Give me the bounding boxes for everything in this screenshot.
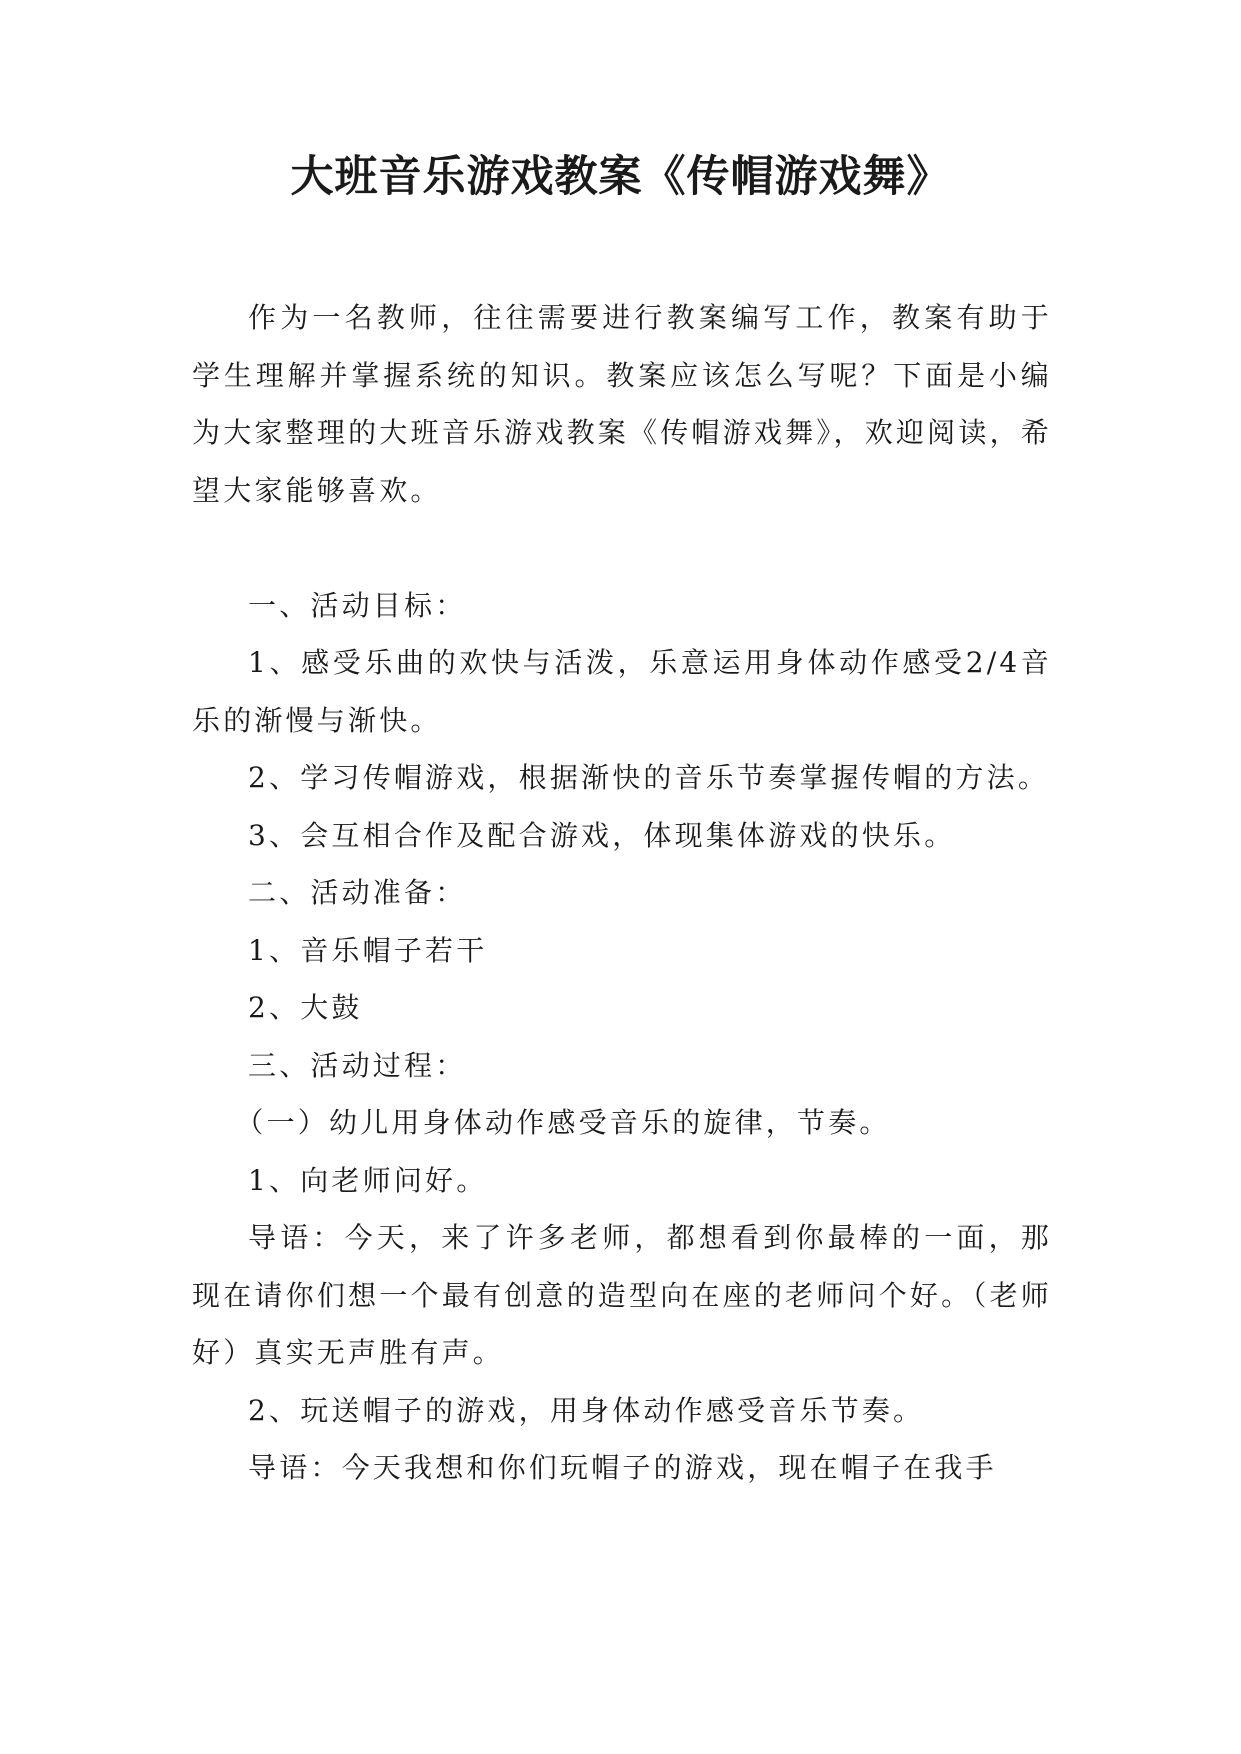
process-guide-2: 导语：今天我想和你们玩帽子的游戏，现在帽子在我手 [248, 1451, 997, 1484]
process-subheading-1: （一）幼儿用身体动作感受音乐的旋律，节奏。 [235, 1106, 891, 1139]
process-guide-1: 导语：今天，来了许多老师，都想看到你最棒的一面，那现在请你们想一个最有创意的造型向在座的老师问个好。（老师好）真实无声胜有声。 [192, 1221, 1052, 1369]
preparation-item-2: 2、大鼓 [248, 991, 363, 1024]
goal-item-2: 2、学习传帽游戏，根据渐快的音乐节奏掌握传帽的方法。 [248, 761, 1050, 794]
intro-paragraph: 作为一名教师，往往需要进行教案编写工作，教案有助于学生理解并掌握系统的知识。教案应该怎么写呢？下面是小编为大家整理的大班音乐游戏教案《传帽游戏舞》，欢迎阅读，希望大家能够喜欢。 [192, 301, 1052, 507]
document-title: 大班音乐游戏教案《传帽游戏舞》 [290, 152, 951, 202]
process-step-2: 2、玩送帽子的游戏，用身体动作感受音乐节奏。 [248, 1393, 925, 1427]
section-heading-goals: 一、活动目标： [248, 588, 467, 622]
process-step-1: 1、向老师问好。 [248, 1163, 488, 1197]
section-heading-process: 三、活动过程： [248, 1048, 467, 1082]
paragraph-gap [192, 519, 1052, 577]
preparation-item-1: 1、音乐帽子若干 [248, 933, 488, 967]
document-body [192, 289, 1052, 1497]
section-heading-preparation: 二、活动准备： [248, 876, 467, 909]
goal-item-3: 3、会互相合作及配合游戏，体现集体游戏的快乐。 [248, 818, 956, 852]
goal-item-1: 1、感受乐曲的欢快与活泼，乐意运用身体动作感受2/4音乐的渐慢与渐快。 [192, 646, 1052, 737]
